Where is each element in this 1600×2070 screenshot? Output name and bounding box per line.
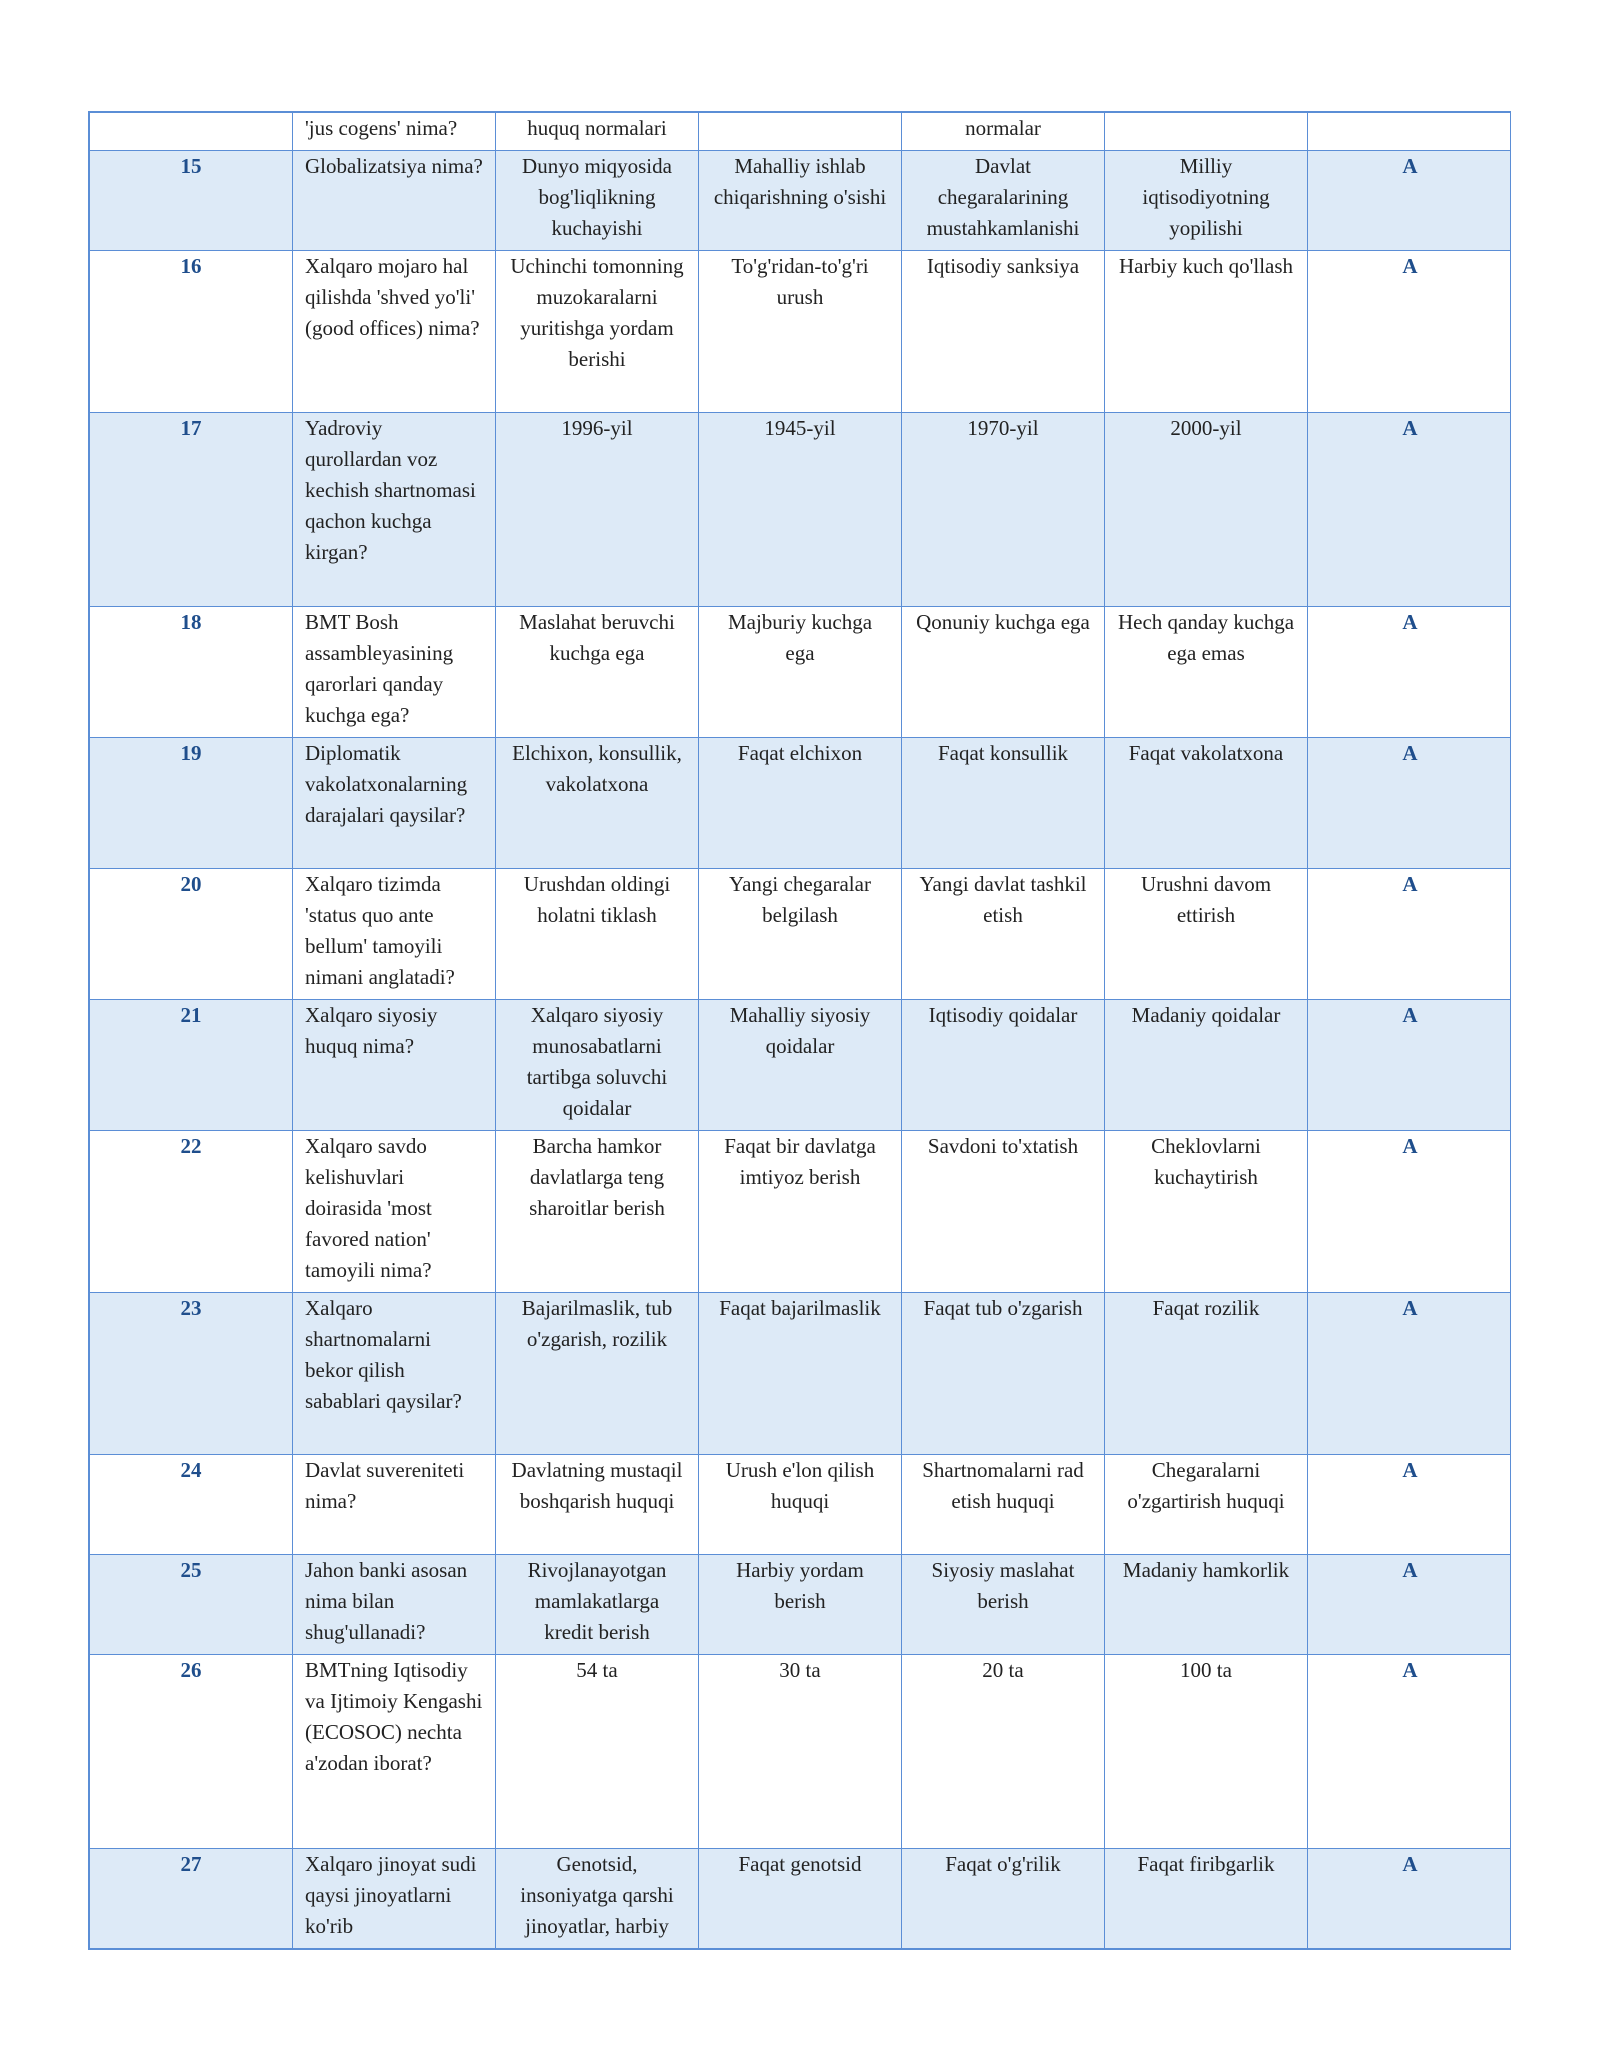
option-a: Rivojlanayotgan mamlakatlarga kredit berish (496, 1555, 699, 1655)
question-number: 26 (90, 1655, 293, 1849)
option-b (699, 113, 902, 151)
option-b: To'g'ridan-to'g'ri urush (699, 251, 902, 413)
option-b: Mahalliy siyosiy qoidalar (699, 1000, 902, 1131)
option-d: Faqat firibgarlik (1105, 1849, 1308, 1949)
option-d: Madaniy hamkorlik (1105, 1555, 1308, 1655)
option-a: Barcha hamkor davlatlarga teng sharoitlar berish (496, 1131, 699, 1293)
table-row (90, 1455, 1512, 1555)
option-c: Faqat tub o'zgarish (902, 1293, 1105, 1455)
option-c: Siyosiy maslahat berish (902, 1555, 1105, 1655)
option-b: Urush e'lon qilish huquqi (699, 1455, 902, 1555)
option-d: 100 ta (1105, 1655, 1308, 1849)
option-c: 20 ta (902, 1655, 1105, 1849)
option-a: 54 ta (496, 1655, 699, 1849)
option-b: Yangi chegaralar belgilash (699, 869, 902, 1000)
option-d: Chegaralarni o'zgartirish huquqi (1105, 1455, 1308, 1555)
option-c: Davlat chegaralarining mustahkamlanishi (902, 151, 1105, 251)
option-b: Mahalliy ishlab chiqarishning o'sishi (699, 151, 902, 251)
question-number (90, 113, 293, 151)
table-row (90, 869, 1512, 1000)
question-text: Yadroviy qurollardan voz kechish shartnomasi qachon kuchga kirgan? (293, 413, 496, 607)
option-b: Faqat elchixon (699, 738, 902, 869)
question-text: BMTning Iqtisodiy va Ijtimoiy Kengashi (ECOSOC) nechta a'zodan iborat? (293, 1655, 496, 1849)
table-row (90, 738, 1512, 869)
option-c: normalar (902, 113, 1105, 151)
question-text: Xalqaro siyosiy huquq nima? (293, 1000, 496, 1131)
question-number: 16 (90, 251, 293, 413)
question-number: 25 (90, 1555, 293, 1655)
option-b: Faqat genotsid (699, 1849, 902, 1949)
table-row (90, 1131, 1512, 1293)
option-d: Milliy iqtisodiyotning yopilishi (1105, 151, 1308, 251)
question-number: 24 (90, 1455, 293, 1555)
option-c: Qonuniy kuchga ega (902, 607, 1105, 738)
question-text: 'jus cogens' nima? (293, 113, 496, 151)
question-text: Globalizatsiya nima? (293, 151, 496, 251)
option-c: Faqat o'g'rilik (902, 1849, 1105, 1949)
option-a: Bajarilmaslik, tub o'zgarish, rozilik (496, 1293, 699, 1455)
question-number: 20 (90, 869, 293, 1000)
correct-answer: A (1308, 151, 1512, 251)
option-b: 1945-yil (699, 413, 902, 607)
option-d: Hech qanday kuchga ega emas (1105, 607, 1308, 738)
correct-answer: A (1308, 251, 1512, 413)
table-row (90, 1655, 1512, 1849)
correct-answer: A (1308, 738, 1512, 869)
table-row-continued (90, 113, 1512, 151)
option-a: Elchixon, konsullik, vakolatxona (496, 738, 699, 869)
option-c: Yangi davlat tashkil etish (902, 869, 1105, 1000)
question-text: Jahon banki asosan nima bilan shug'ullanadi? (293, 1555, 496, 1655)
table-row (90, 251, 1512, 413)
table-row (90, 151, 1512, 251)
correct-answer: A (1308, 1293, 1512, 1455)
question-text: Diplomatik vakolatxonalarning darajalari qaysilar? (293, 738, 496, 869)
question-text: Xalqaro savdo kelishuvlari doirasida 'most favored nation' tamoyili nima? (293, 1131, 496, 1293)
question-number: 23 (90, 1293, 293, 1455)
question-number: 19 (90, 738, 293, 869)
correct-answer: A (1308, 1455, 1512, 1555)
option-a: Urushdan oldingi holatni tiklash (496, 869, 699, 1000)
option-a: Xalqaro siyosiy munosabatlarni tartibga soluvchi qoidalar (496, 1000, 699, 1131)
question-text: Xalqaro mojaro hal qilishda 'shved yo'li' (good offices) nima? (293, 251, 496, 413)
question-number: 15 (90, 151, 293, 251)
option-c: Shartnomalarni rad etish huquqi (902, 1455, 1105, 1555)
table-row (90, 1293, 1512, 1455)
option-c: Iqtisodiy qoidalar (902, 1000, 1105, 1131)
option-b: Majburiy kuchga ega (699, 607, 902, 738)
option-a: Davlatning mustaqil boshqarish huquqi (496, 1455, 699, 1555)
option-b: Faqat bajarilmaslik (699, 1293, 902, 1455)
option-a: Dunyo miqyosida bog'liqlikning kuchayishi (496, 151, 699, 251)
option-d: Urushni davom ettirish (1105, 869, 1308, 1000)
question-text: Xalqaro tizimda 'status quo ante bellum' tamoyili nimani anglatadi? (293, 869, 496, 1000)
correct-answer: A (1308, 607, 1512, 738)
option-d: Faqat vakolatxona (1105, 738, 1308, 869)
correct-answer: A (1308, 1655, 1512, 1849)
question-number: 27 (90, 1849, 293, 1949)
option-d: Cheklovlarni kuchaytirish (1105, 1131, 1308, 1293)
option-b: 30 ta (699, 1655, 902, 1849)
question-text: Davlat suvereniteti nima? (293, 1455, 496, 1555)
option-c: Savdoni to'xtatish (902, 1131, 1105, 1293)
question-text: BMT Bosh assambleyasining qarorlari qanday kuchga ega? (293, 607, 496, 738)
question-text: Xalqaro shartnomalarni bekor qilish sabablari qaysilar? (293, 1293, 496, 1455)
option-c: Iqtisodiy sanksiya (902, 251, 1105, 413)
question-number: 22 (90, 1131, 293, 1293)
option-d: Madaniy qoidalar (1105, 1000, 1308, 1131)
option-a: 1996-yil (496, 413, 699, 607)
table-row (90, 1000, 1512, 1131)
question-number: 21 (90, 1000, 293, 1131)
question-number: 18 (90, 607, 293, 738)
option-a: Maslahat beruvchi kuchga ega (496, 607, 699, 738)
option-d (1105, 113, 1308, 151)
option-c: 1970-yil (902, 413, 1105, 607)
option-c: Faqat konsullik (902, 738, 1105, 869)
option-b: Faqat bir davlatga imtiyoz berish (699, 1131, 902, 1293)
correct-answer: A (1308, 413, 1512, 607)
option-d: Faqat rozilik (1105, 1293, 1308, 1455)
question-number: 17 (90, 413, 293, 607)
correct-answer: A (1308, 869, 1512, 1000)
option-a: huquq normalari (496, 113, 699, 151)
table-row (90, 607, 1512, 738)
option-d: Harbiy kuch qo'llash (1105, 251, 1308, 413)
option-d: 2000-yil (1105, 413, 1308, 607)
question-text: Xalqaro jinoyat sudi qaysi jinoyatlarni ko'rib (293, 1849, 496, 1949)
correct-answer: A (1308, 1555, 1512, 1655)
option-b: Harbiy yordam berish (699, 1555, 902, 1655)
option-a: Uchinchi tomonning muzokaralarni yuritishga yordam berishi (496, 251, 699, 413)
correct-answer: A (1308, 1000, 1512, 1131)
table-row (90, 1849, 1512, 1949)
correct-answer: A (1308, 1131, 1512, 1293)
table-row (90, 413, 1512, 607)
quiz-table-container (88, 111, 1511, 1950)
correct-answer: A (1308, 1849, 1512, 1949)
option-a: Genotsid, insoniyatga qarshi jinoyatlar, harbiy (496, 1849, 699, 1949)
table-row (90, 1555, 1512, 1655)
quiz-table (89, 112, 1511, 1949)
correct-answer (1308, 113, 1512, 151)
